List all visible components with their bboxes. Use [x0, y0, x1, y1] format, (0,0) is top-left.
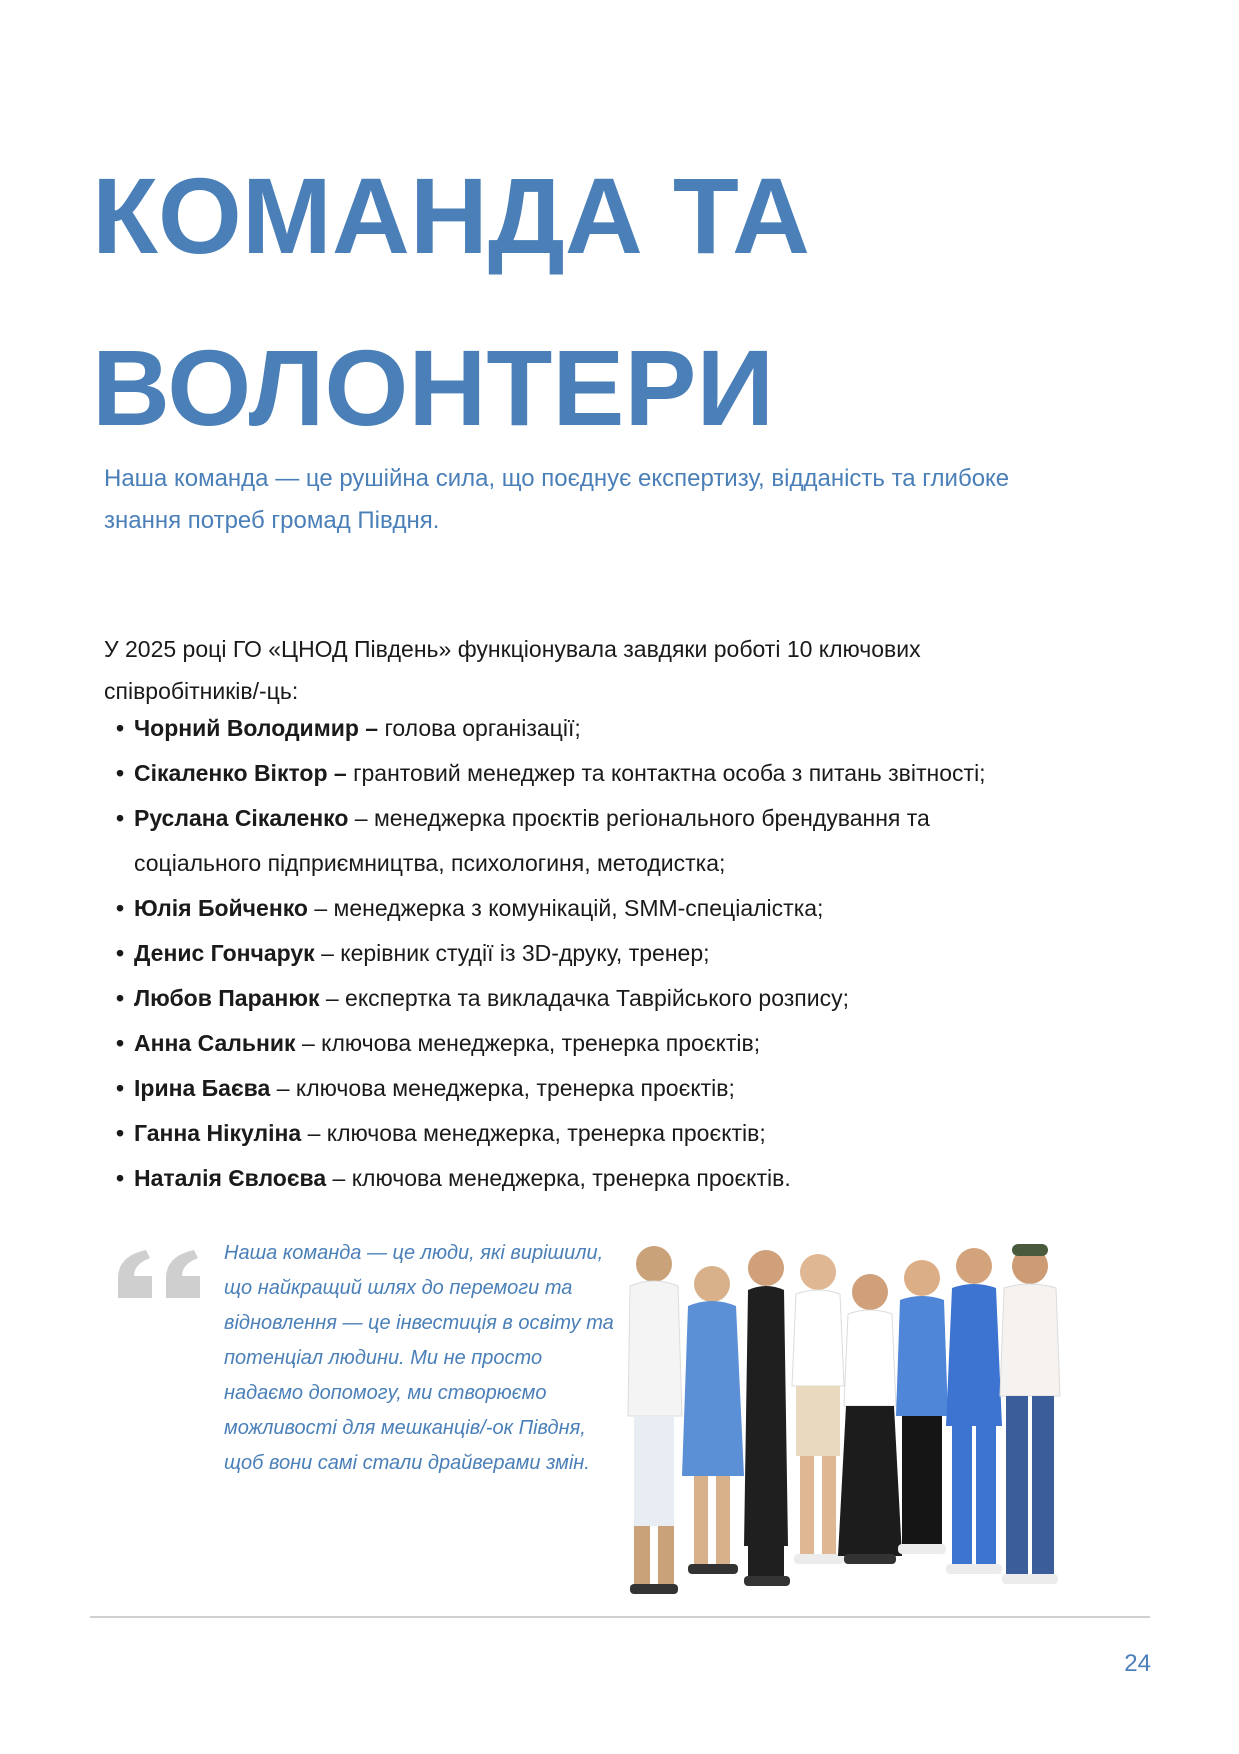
member-name: Любов Паранюк — [134, 985, 320, 1011]
member-name: Наталія Євлоєва — [134, 1165, 327, 1191]
intro-paragraph: У 2025 році ГО «ЦНОД Південь» функціонувала завдяки роботі 10 ключових співробітників/-ць: — [104, 636, 921, 704]
member-role: – менеджерка проєктів регіонального брендування та соціального підприємництва, психологиня, методистка; — [134, 805, 930, 876]
list-item — [116, 1111, 1036, 1156]
person-figure — [946, 1248, 1002, 1574]
list-item — [116, 886, 1036, 931]
member-name: Сікаленко Віктор – — [134, 760, 347, 786]
list-item — [116, 1066, 1036, 1111]
person-figure — [744, 1250, 790, 1586]
member-role: – керівник студії із 3D-друку, тренер; — [314, 940, 710, 966]
member-role: – ключова менеджерка, тренерка проєктів; — [270, 1075, 735, 1101]
page-title-line-1: КОМАНДА ТА — [92, 155, 810, 276]
person-figure — [1000, 1244, 1060, 1584]
list-item — [116, 796, 1036, 886]
team-quote: Наша команда — це люди, які вирішили, що найкращий шлях до перемоги та відновлення — це інвестиція в освіту та потенціал людини. Ми не просто надаємо допомогу, ми створюємо можливості для мешканців/-ок Півдня, щоб вони самі стали драйверами змін. — [224, 1242, 614, 1474]
list-item — [116, 1021, 1036, 1066]
footer-divider — [90, 1616, 1150, 1618]
list-item — [116, 1156, 1036, 1201]
list-item — [116, 706, 1036, 751]
member-name: Ганна Нікуліна — [134, 1120, 302, 1146]
lead-paragraph: Наша команда — це рушійна сила, що поєднує експертизу, відданість та глибоке знання потреб громад Півдня. — [104, 465, 1010, 534]
member-name: Руслана Сікаленко — [134, 805, 349, 831]
team-photo — [612, 1226, 1132, 1606]
list-item — [116, 931, 1036, 976]
person-figure — [682, 1266, 744, 1574]
member-name: Юлія Бойченко — [134, 895, 308, 921]
member-name: Денис Гончарук — [134, 940, 315, 966]
team-members-list — [116, 706, 1036, 1201]
person-figure — [896, 1260, 948, 1554]
member-role: – експертка та викладачка Таврійського розпису; — [319, 985, 849, 1011]
member-role: – менеджерка з комунікацій, SMM-спеціалістка; — [307, 895, 824, 921]
page-title — [92, 130, 1092, 474]
page-title-line-2: ВОЛОНТЕРИ — [92, 327, 775, 448]
member-name: Ірина Баєва — [134, 1075, 271, 1101]
member-name: Анна Сальник — [134, 1030, 296, 1056]
member-role: голова організації; — [378, 715, 581, 741]
quote-icon — [116, 1248, 208, 1300]
list-item — [116, 976, 1036, 1021]
member-role: грантовий менеджер та контактна особа з питань звітності; — [346, 760, 986, 786]
member-role: – ключова менеджерка, тренерка проєктів. — [326, 1165, 791, 1191]
member-role: – ключова менеджерка, тренерка проєктів; — [301, 1120, 766, 1146]
member-role: – ключова менеджерка, тренерка проєктів; — [295, 1030, 761, 1056]
person-figure — [628, 1246, 682, 1594]
page-number: 24 — [1124, 1650, 1151, 1677]
member-name: Чорний Володимир – — [134, 715, 379, 741]
person-figure — [838, 1274, 902, 1564]
person-figure — [792, 1254, 844, 1564]
list-item — [116, 751, 1036, 796]
